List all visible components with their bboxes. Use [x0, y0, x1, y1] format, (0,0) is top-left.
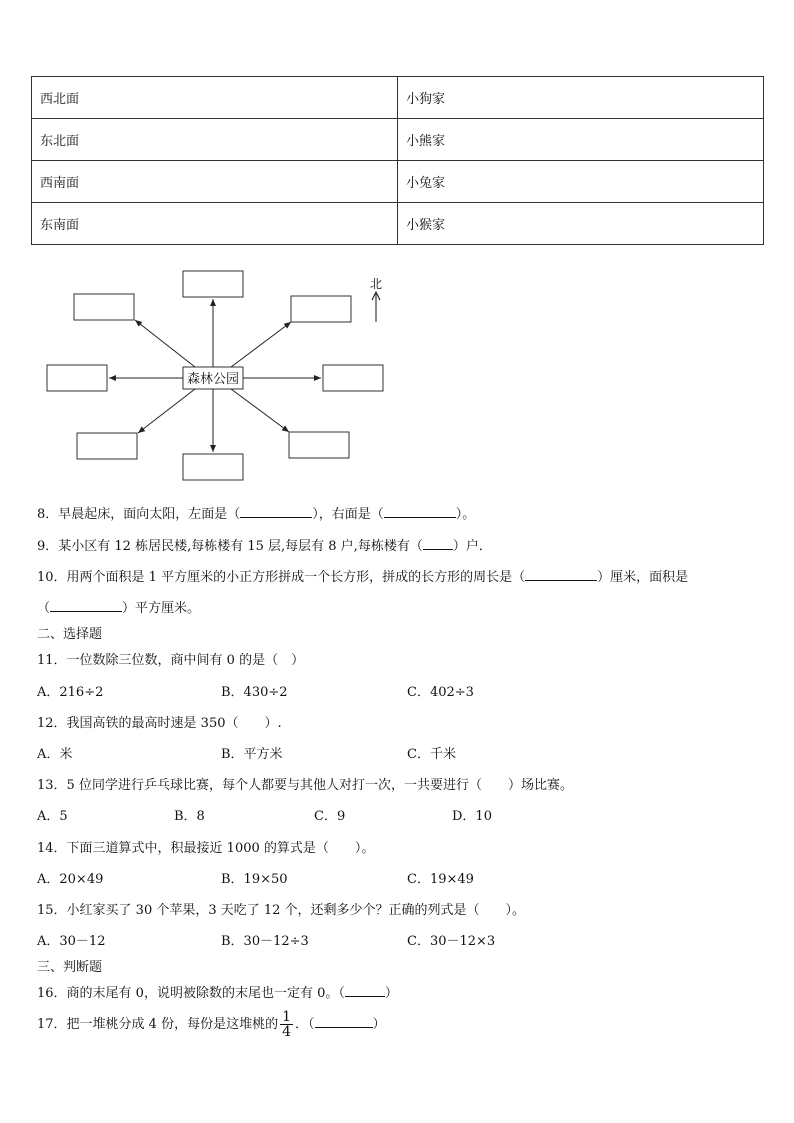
option-a[interactable]: A．216÷2: [37, 685, 104, 700]
question-15: 15．小红家买了 30 个苹果，3 天吃了 12 个，还剩多少个？正确的列式是（ ）。: [37, 903, 526, 918]
option-a[interactable]: A．20×49: [37, 872, 104, 887]
home-cell: 小猴家: [398, 203, 764, 245]
option-b[interactable]: B．19×50: [221, 872, 288, 887]
table-row: [32, 161, 764, 203]
table-row: [32, 119, 764, 161]
question-16: 16．商的末尾有 0，说明被除数的末尾也一定有 0。（ ）: [37, 982, 398, 1001]
answer-blank[interactable]: [240, 504, 312, 518]
direction-cell: 东北面: [32, 119, 398, 161]
arrow-northeast: [231, 322, 291, 367]
option-c[interactable]: C．30－12×3: [407, 934, 496, 949]
option-b[interactable]: B．8: [174, 809, 205, 824]
north-label: 北: [369, 277, 383, 291]
question-11: 11．一位数除三位数，商中间有 0 的是（ ）: [37, 653, 305, 668]
option-c[interactable]: C．千米: [407, 747, 456, 762]
center-label: 森林公园: [186, 372, 240, 387]
option-a[interactable]: A．5: [37, 809, 68, 824]
answer-box-north[interactable]: [183, 271, 243, 297]
forest-park-diagram: [40, 268, 400, 488]
section-heading: 二、选择题: [37, 627, 103, 642]
direction-cell: 东南面: [32, 203, 398, 245]
north-arrow-icon: [372, 292, 380, 322]
direction-cell: 西南面: [32, 161, 398, 203]
option-d[interactable]: D．10: [452, 809, 492, 824]
answer-blank[interactable]: [315, 1014, 373, 1028]
question-10-cont: （ ）平方厘米。: [37, 597, 200, 616]
table-row: [32, 77, 764, 119]
direction-cell: 西北面: [32, 77, 398, 119]
option-a[interactable]: A．30－12: [37, 934, 106, 949]
option-a[interactable]: A．米: [37, 747, 73, 762]
home-cell: 小狗家: [398, 77, 764, 119]
option-b[interactable]: B．平方米: [221, 747, 283, 762]
answer-blank[interactable]: [384, 504, 456, 518]
question-12: 12．我国高铁的最高时速是 350（ ）.: [37, 716, 282, 731]
question-13: 13．5 位同学进行乒乓球比赛，每个人都要与其他人对打一次，一共要进行（ ）场比赛。: [37, 778, 573, 793]
option-c[interactable]: C．9: [314, 809, 346, 824]
question-9: 9．某小区有 12 栋居民楼,每栋楼有 15 层,每层有 8 户,每栋楼有（ ）户．: [37, 535, 492, 554]
option-b[interactable]: B．430÷2: [221, 685, 288, 700]
question-14: 14．下面三道算式中，积最接近 1000 的算式是（ ）。: [37, 841, 375, 856]
answer-box-west[interactable]: [47, 365, 107, 391]
answer-box-northeast[interactable]: [291, 296, 351, 322]
home-cell: 小兔家: [398, 161, 764, 203]
option-b[interactable]: B．30－12÷3: [221, 934, 309, 949]
answer-blank[interactable]: [525, 567, 597, 581]
question-10: 10．用两个面积是 1 平方厘米的小正方形拼成一个长方形，拼成的长方形的周长是（ ）厘米，面积是: [37, 566, 688, 585]
section-heading: 三、判断题: [37, 960, 103, 975]
question-8: 8．早晨起床，面向太阳，左面是（ ），右面是（ ）。: [37, 503, 475, 522]
question-17: 17．把一堆桃分成 4 份，每份是这堆桃的 $\frac{1}{4}$ ．（ ）: [37, 1009, 386, 1040]
direction-table: [31, 76, 764, 245]
answer-box-southwest[interactable]: [77, 433, 137, 459]
table-row: [32, 203, 764, 245]
answer-blank[interactable]: [423, 536, 453, 550]
answer-box-east[interactable]: [323, 365, 383, 391]
option-c[interactable]: C．19×49: [407, 872, 474, 887]
answer-box-southeast[interactable]: [289, 432, 349, 458]
home-cell: 小熊家: [398, 119, 764, 161]
arrow-southwest: [138, 389, 195, 433]
arrow-northwest: [135, 320, 195, 367]
answer-box-south[interactable]: [183, 454, 243, 480]
answer-blank[interactable]: [345, 983, 385, 997]
option-c[interactable]: C．402÷3: [407, 685, 474, 700]
fraction: $\frac{1}{4}$: [282, 1009, 291, 1040]
answer-blank[interactable]: [50, 598, 122, 612]
answer-box-northwest[interactable]: [74, 294, 134, 320]
arrow-southeast: [231, 389, 289, 432]
